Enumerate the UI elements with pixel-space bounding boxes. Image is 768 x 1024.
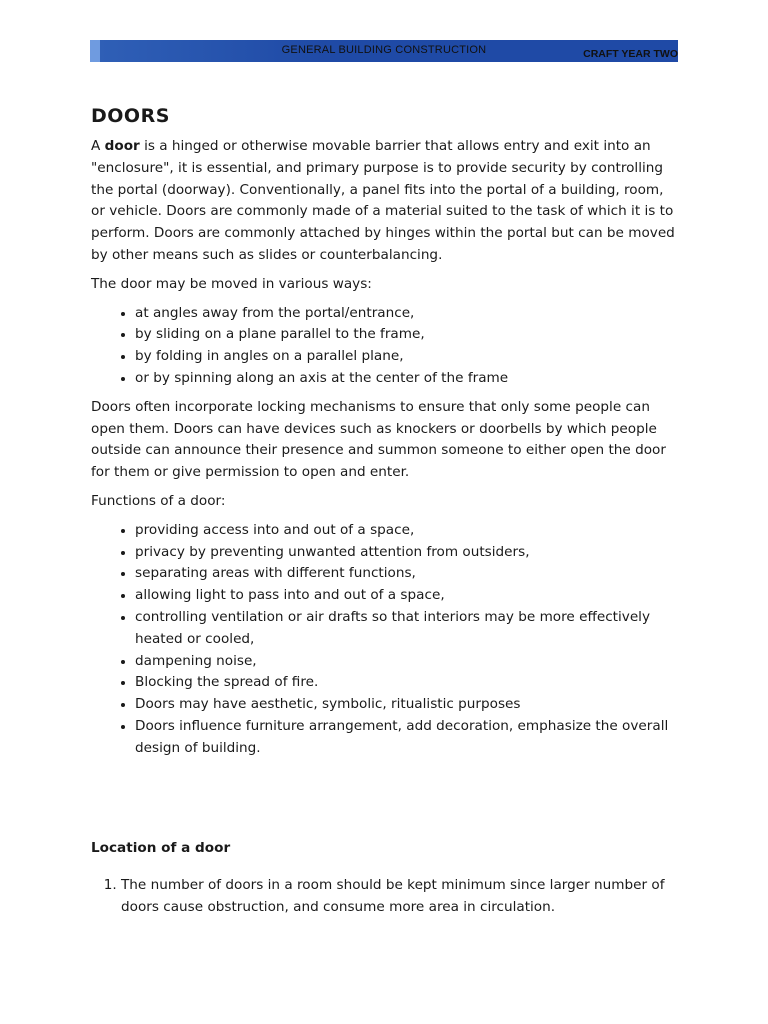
- page-header-band: [90, 40, 678, 62]
- document-body: [91, 104, 681, 919]
- list-item: • Doors may have aesthetic, symbolic, ritualistic purposes: [135, 694, 681, 716]
- list-item: • allowing light to pass into and out of a space,: [135, 585, 681, 607]
- movement-intro: The door may be moved in various ways:: [91, 275, 372, 292]
- list-item: • privacy by preventing unwanted attention from outsiders,: [135, 542, 681, 564]
- intro-bold-term: door: [104, 138, 140, 154]
- functions-intro: Functions of a door:: [91, 492, 226, 509]
- header-right-label: CRAFT YEAR TWO: [583, 48, 678, 60]
- list-item: • at angles away from the portal/entrance,: [135, 303, 681, 325]
- list-item: • by folding in angles on a parallel plane,: [135, 346, 681, 368]
- list-item: • dampening noise,: [135, 651, 681, 673]
- intro-rest: is a hinged or otherwise movable barrier that allows entry and exit into an "enclosure", it is essential, and primary purpose is to provide security by controlling the portal (doorway). Conventionally, a panel fits into the portal of a building, room, or vehicle. Doors are commonly made of a material suited to the task of which it is to perform. Doors are commonly attached by hinges within the portal but can be moved by other means such as slides or counterbalancing.: [91, 138, 675, 263]
- intro-prefix: A: [91, 138, 105, 154]
- list-item: • or by spinning along an axis at the center of the frame: [135, 368, 681, 390]
- list-item: 1. The number of doors in a room should be kept minimum since larger number of doors cause obstruction, and consume more area in circulation.: [121, 875, 681, 919]
- list-item: • by sliding on a plane parallel to the frame,: [135, 324, 681, 346]
- list-item: • Blocking the spread of fire.: [135, 672, 681, 694]
- intro-paragraph: [91, 136, 681, 267]
- location-list: [91, 875, 681, 919]
- list-item: • Doors influence furniture arrangement, add decoration, emphasize the overall design of building.: [135, 716, 681, 760]
- header-title: GENERAL BUILDING CONSTRUCTION: [281, 44, 487, 56]
- list-item: • controlling ventilation or air drafts so that interiors may be more effectively heated or cooled,: [135, 607, 681, 651]
- document-title: DOORS: [91, 105, 170, 127]
- locking-paragraph: Doors often incorporate locking mechanisms to ensure that only some people can open them. Doors can have devices such as knockers or doorbells by which people outside can announce their presence and summon someone to either open the door for them or give permission to open and enter.: [91, 398, 666, 481]
- movement-list: [91, 303, 681, 390]
- list-item: • providing access into and out of a space,: [135, 520, 681, 542]
- location-heading: Location of a door: [91, 839, 231, 856]
- functions-list: [91, 520, 681, 760]
- list-item: • separating areas with different functions,: [135, 563, 681, 585]
